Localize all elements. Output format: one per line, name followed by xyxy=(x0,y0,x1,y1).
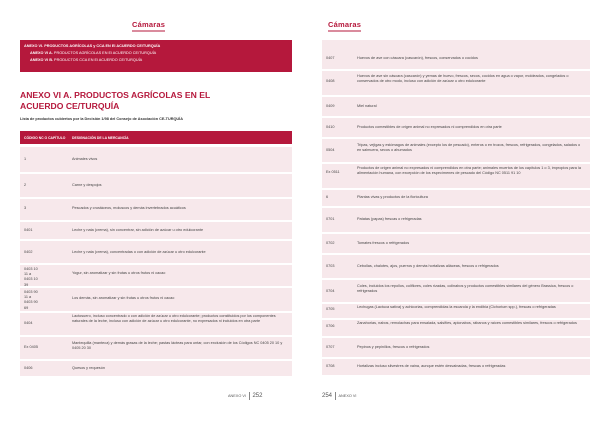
table-row: 0704 Coles, incluidos los repollos, coliflores, coles rizadas, colinabos y productos comestibles similares del género Brassica, frescos o refrigerados xyxy=(322,280,590,302)
table-row: 0404 Lactosuero, incluso concentrado o con adición de azúcar u otro edulcorante; productos constituidos por los componentes naturales de la leche, incluso con adición de azúcar u otro edulcorante, no expresados ni incluidos en otra parte xyxy=(20,313,292,335)
page-number: 254 xyxy=(322,393,333,399)
table-row: 0406 Quesos y requesón xyxy=(20,361,292,376)
annex-banner xyxy=(20,40,292,72)
table-row: 2 Carne y despojos xyxy=(20,174,292,197)
banner-line-1: ANEXO VI. PRODUCTOS AGRÍCOLAS y CCA EN El ACUERDO CE/TURQUÍA xyxy=(24,44,161,48)
table-row: 0407 Huevos de ave con cáscara (cascarón), frescos, conservados o cocidos xyxy=(322,40,590,69)
table-row: 0403 10 11 a 0403 10 39 Yogur, sin aromatizar y sin frutas u otros frutos ni cacao xyxy=(20,265,292,286)
table-row: 0701 Patatas (papas) frescas o refrigeradas xyxy=(322,208,590,232)
table-row: 0703 Cebollas, chalotes, ajos, puerros y demás hortalizas aliáceas, frescos o refrigerados xyxy=(322,255,590,278)
table-header xyxy=(20,131,292,144)
table-row: 0409 Miel natural xyxy=(322,97,590,116)
header-description: DESIGNACIÓN DE LA MERCANCÍA xyxy=(72,136,129,140)
table-row: Ex 0405 Mantequilla (manteca) y demás grasas de la leche; pastas lácteas para untar, con exclusión de los Códigos NC 0405 20 10 y 0405 20 30 xyxy=(20,337,292,359)
table-row: 0402 Leche y nata (crema), concentradas o con adición de azúcar u otro edulcorante xyxy=(20,241,292,263)
table-row: 0705 Lechugas (Lactuca sativa) y achicorias, comprendidas la escarola y la endibia (Cichorium spp.), frescas o refrigeradas xyxy=(322,304,590,318)
camaras-logo: Cámaras xyxy=(132,20,165,32)
table-row: 0410 Productos comestibles de origen animal no expresados ni comprendidos en otra parte xyxy=(322,118,590,137)
table-row: 0401 Leche y nata (crema), sin concentrar, sin adición de azúcar u otro edulcorante xyxy=(20,222,292,239)
table-row: Ex 0511 Productos de origen animal no expresados ni comprendidos en otra parte; animales muertos de los capítulos 1 o 3, impropios para la alimentación humana, con excepción de los especímenes de pescado del Código NC 0511 91 10 xyxy=(322,164,590,188)
table-row: 0504 Tripas, vejigas y estómagos de animales (excepto los de pescado), enteros o en trozos, frescos, refrigerados, congelados, salados o en salmuera, secos o ahumados xyxy=(322,139,590,162)
table-row: 6 Plantas vivas y productos de la floricultura xyxy=(322,190,590,206)
page-number: 252 xyxy=(252,393,263,399)
table-row: 0708 Hortalizas incluso silvestres de vaina, aunque estén desvainadas, frescas o refrigeradas xyxy=(322,359,590,375)
page-footer: ANEXO VI 252 xyxy=(228,393,263,399)
page-title: ANEXO VI A. PRODUCTOS AGRÍCOLAS EN EL ACUERDO CE/TURQUÍA xyxy=(20,90,211,111)
table-row: 0707 Pepinos y pepinillos, frescos o refrigerados xyxy=(322,338,590,357)
table-row: 3 Pescados y crustáceos, moluscos y demás invertebrados acuáticos xyxy=(20,199,292,220)
table-row: 0403 90 11 a 0403 90 69 Los demás, sin aromatizar y sin frutas u otros frutos ni cacao xyxy=(20,288,292,311)
right-page xyxy=(300,0,600,424)
banner-line-3[interactable]: ANEXO VI B. PRODUCTOS CCA EN El ACUERDO CE/TURQUÍA xyxy=(30,58,143,62)
table-row: 0706 Zanahorias, nabos, remolachas para ensalada, salsifíes, apionabos, rábanos y raíces comestibles similares, frescos o refrigerados xyxy=(322,320,590,336)
table-row: 0702 Tomates frescos o refrigerados xyxy=(322,234,590,253)
table-subtitle: Lista de productos cubiertos por la Decisión 1/98 del Consejo de Asociación CE-TURQUÍA xyxy=(20,117,183,121)
table-row: 0408 Huevos de ave sin cáscara (cascarón) y yemas de huevo, frescos, secos, cocidos en agua o vapor, moldeados, congelados o conservados de otro modo, incluso con adición de azúcar u otro edulcorante xyxy=(322,71,590,95)
banner-line-2[interactable]: ANEXO VI A. PRODUCTOS AGRÍCOLAS EN El ACUERDO CE/TURQUÍA xyxy=(30,51,157,55)
header-code: CÓDIGO NC O CAPÍTULO xyxy=(24,136,66,140)
page-footer: 254 ANEXO VI xyxy=(322,393,357,399)
table-row: 1 Animales vivos xyxy=(20,147,292,172)
camaras-logo: Cámaras xyxy=(328,20,361,32)
